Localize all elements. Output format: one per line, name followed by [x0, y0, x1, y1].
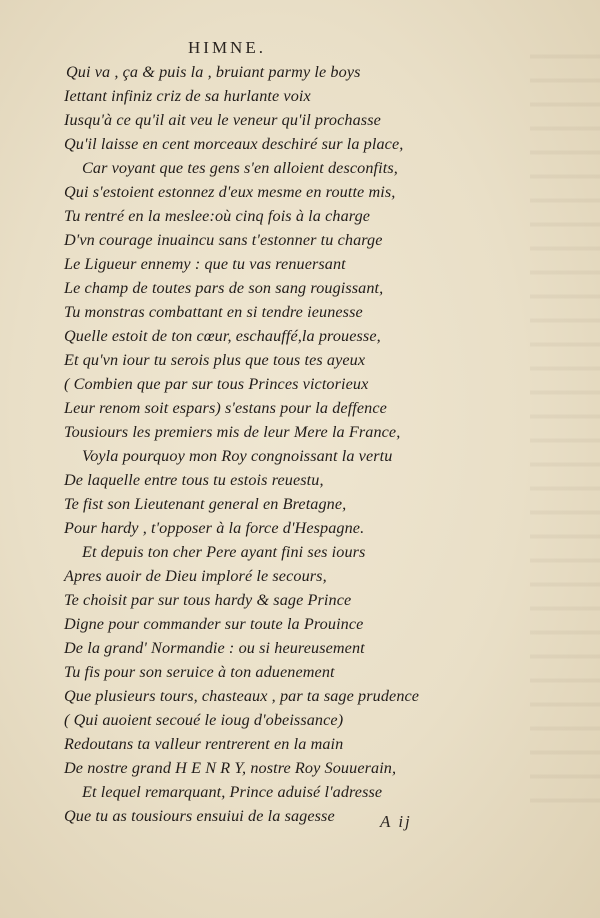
- verse-line: Leur renom soit espars) s'estans pour la deffence: [64, 399, 387, 417]
- verse-line: Qu'il laisse en cent morceaux deschiré sur la place,: [64, 135, 404, 153]
- verse-line: Et lequel remarquant, Prince aduisé l'adresse: [82, 783, 383, 801]
- verse-line: Et qu'vn iour tu serois plus que tous tes ayeux: [64, 351, 366, 369]
- verse-line: Que tu as tousiours ensuiui de la sagesse: [64, 807, 335, 825]
- verse-line: Apres auoir de Dieu imploré le secours,: [64, 567, 327, 585]
- verse-line: Tu fis pour son seruice à ton aduenement: [64, 663, 335, 681]
- verse-line: Digne pour commander sur toute la Prouince: [64, 615, 364, 633]
- verse-line: Pour hardy , t'opposer à la force d'Hespagne.: [64, 519, 365, 537]
- verse-line: De nostre grand H E N R Y, nostre Roy Souuerain,: [64, 759, 397, 777]
- verse-line: D'vn courage inuaincu sans t'estonner tu charge: [64, 231, 383, 249]
- verse-line: Que plusieurs tours, chasteaux , par ta sage prudence: [64, 687, 420, 705]
- verse-line: Qui s'estoient estonnez d'eux mesme en routte mis,: [64, 183, 396, 201]
- verse-line: De la grand' Normandie : ou si heureusement: [64, 639, 365, 657]
- verse-line: ( Combien que par sur tous Princes victorieux: [64, 375, 369, 393]
- signature-mark: A ij: [380, 812, 412, 831]
- verse-line: Tu monstras combattant en si tendre ieunesse: [64, 303, 363, 321]
- verse-line: Redoutans ta valleur rentrerent en la main: [64, 735, 344, 753]
- verse-line: Voyla pourquoy mon Roy congnoissant la vertu: [82, 447, 393, 465]
- verse-line: Iusqu'à ce qu'il ait veu le veneur qu'il prochasse: [64, 111, 381, 129]
- verse-line: De laquelle entre tous tu estois reuestu,: [64, 471, 324, 489]
- verse-line: Et depuis ton cher Pere ayant fini ses iours: [82, 543, 366, 561]
- verse-line: Te fist son Lieutenant general en Bretagne,: [64, 495, 347, 513]
- verse-line: Car voyant que tes gens s'en alloient desconfits,: [82, 159, 398, 177]
- verse-line: Quelle estoit de ton cœur, eschauffé,la prouesse,: [64, 327, 381, 345]
- show-through-texture: [530, 40, 600, 820]
- running-head: HIMNE.: [188, 38, 266, 57]
- verse-line: ( Qui auoient secoué le ioug d'obeissance): [64, 711, 344, 729]
- verse-line: Iettant infiniz criz de sa hurlante voix: [64, 87, 311, 105]
- verse-line: Le Ligueur ennemy : que tu vas renuersant: [64, 255, 346, 273]
- verse-line: Tu rentré en la meslee:où cinq fois à la charge: [64, 207, 371, 225]
- verse-line: Te choisit par sur tous hardy & sage Prince: [64, 591, 352, 609]
- verse-line: Qui va , ça & puis la , bruiant parmy le boys: [66, 63, 361, 81]
- verse-line: Tousiours les premiers mis de leur Mere la France,: [64, 423, 401, 441]
- verse-line: Le champ de toutes pars de son sang rougissant,: [64, 279, 384, 297]
